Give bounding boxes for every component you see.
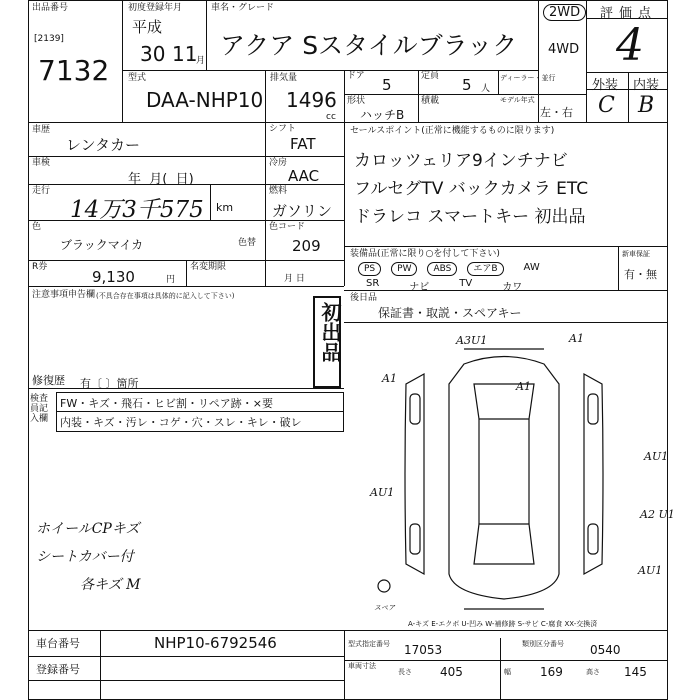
equip-pw: PW xyxy=(391,262,417,276)
divider xyxy=(28,122,668,123)
score-value: 4 xyxy=(616,20,644,71)
extras-label: 後日品 xyxy=(350,293,378,303)
color-value: ブラックマイカ xyxy=(60,238,144,252)
fuel-label: 燃料 xyxy=(269,186,288,196)
shift-value: FAT xyxy=(290,135,316,153)
check-label: 検査員記入欄 xyxy=(30,394,49,424)
tax-label: R券 xyxy=(32,262,48,272)
name-change-value: 月 日 xyxy=(284,274,305,284)
body-type-value: ハッチB xyxy=(360,108,405,122)
mark-left-front: A1 xyxy=(382,372,397,385)
divider xyxy=(28,184,344,185)
drive-4wd: 4WD xyxy=(548,42,580,57)
width-label: 幅 xyxy=(504,668,511,676)
equip-sr: SR xyxy=(366,278,380,289)
ac-value: AAC xyxy=(288,167,320,185)
mileage-label: 走行 xyxy=(32,186,51,196)
mark-right-rear-door: A2 U1 xyxy=(640,508,675,521)
divider xyxy=(28,680,344,681)
mark-front-bumper: A3U1 xyxy=(456,334,488,347)
divider xyxy=(344,94,586,95)
equip-tv: TV xyxy=(459,278,473,289)
check-row2: 内装・キズ・汚レ・コゲ・穴・スレ・キレ・破レ xyxy=(60,416,302,429)
divider xyxy=(265,70,266,122)
handwritten-line1: ホイールCPキズ xyxy=(36,521,140,537)
divider xyxy=(265,122,266,286)
divider xyxy=(344,630,345,700)
divider xyxy=(56,411,344,412)
engine-label: 排気量 xyxy=(270,73,298,83)
shift-label: シフト xyxy=(269,124,297,134)
doors-label: ドア xyxy=(347,71,365,81)
engine-unit: cc xyxy=(326,112,336,122)
divider xyxy=(618,246,619,290)
registration-era: 平成 xyxy=(132,18,163,36)
drive-2wd: 2WD xyxy=(543,4,586,21)
check-row1: FW・キズ・飛石・ヒビ割・リペア跡・×要 xyxy=(60,397,273,410)
divider xyxy=(28,656,344,657)
warranty-label: 新車保証 xyxy=(622,250,650,258)
registration-month: 11 xyxy=(172,42,198,66)
usage-label: 車歴 xyxy=(32,125,51,135)
score-label: 評価点 xyxy=(600,6,658,21)
mark-right-rear: AU1 xyxy=(638,564,663,577)
repair-value: 有〔 〕箇所 xyxy=(80,377,139,390)
chassis-value: NHP10-6792546 xyxy=(154,634,277,652)
mark-front-right: A1 xyxy=(569,332,584,345)
dealer-label: ディーラー・並行 xyxy=(500,74,556,82)
car-name-label: 車名・グレード xyxy=(211,3,275,13)
divider xyxy=(418,70,419,122)
size-label: 車両寸法 xyxy=(348,662,376,670)
usage-value: レンタカー xyxy=(66,136,141,154)
doors-value: 5 xyxy=(382,76,392,94)
car-damage-diagram xyxy=(344,324,675,620)
equip-aw: AW xyxy=(523,262,540,273)
equip-leather: カワ xyxy=(502,282,523,293)
divider xyxy=(586,72,668,73)
equip-navi: ナビ xyxy=(409,282,430,293)
length-value: 405 xyxy=(440,665,463,679)
model-year-label: モデル年式 xyxy=(500,96,535,104)
load-label: 積載 xyxy=(421,96,440,106)
inspection-value: 年 月( 日) xyxy=(128,172,194,187)
divider xyxy=(28,388,344,389)
divider xyxy=(344,660,668,661)
interior-score: B xyxy=(638,93,655,118)
category-number-label: 類別区分番号 xyxy=(522,640,564,648)
car-name: アクア Sスタイルブラック xyxy=(220,31,518,60)
handwritten-line2: シートカバー付 xyxy=(36,549,134,565)
category-number-value: 0540 xyxy=(590,643,621,657)
color-change-label: 色替 xyxy=(238,238,257,248)
selling-point-1: カロッツェリア9インチナビ xyxy=(354,151,568,171)
height-label: 高さ xyxy=(586,668,600,676)
color-code-label: 色コード xyxy=(269,222,306,232)
mark-hood: A1 xyxy=(516,380,531,393)
equipment-row1 xyxy=(358,262,540,276)
divider xyxy=(586,18,668,19)
first-listing-text: 初出品 xyxy=(318,302,342,362)
divider xyxy=(28,220,344,221)
equip-airbag: エアB xyxy=(467,262,503,276)
warranty-value: 有・無 xyxy=(624,268,657,281)
equipment-label: 装備品(正常に限り○を付して下さい) xyxy=(350,249,500,259)
divider xyxy=(28,156,344,157)
divider xyxy=(210,184,211,220)
notes-sub: (不具合存在事項は具体的に記入して下さい) xyxy=(96,292,235,300)
divider xyxy=(498,70,499,94)
lot-number: 7132 xyxy=(38,54,110,87)
height-value: 145 xyxy=(624,665,647,679)
type-number-value: 17053 xyxy=(404,643,443,657)
name-change-label: 名変期限 xyxy=(190,262,227,272)
divider xyxy=(28,286,344,287)
divider xyxy=(344,70,345,122)
mark-left-door: AU1 xyxy=(370,486,395,499)
divider xyxy=(122,70,538,71)
divider xyxy=(586,89,668,90)
length-label: 長さ xyxy=(398,668,412,676)
extras-value: 保証書・取説・スペアキー xyxy=(378,306,522,320)
capacity-value: 5 xyxy=(462,76,472,94)
capacity-label: 定員 xyxy=(421,71,440,81)
interior-label: 内装 xyxy=(633,78,660,93)
mileage-value: 14万3千575 xyxy=(70,197,204,223)
equip-abs: ABS xyxy=(427,262,457,276)
lot-sub-id: [2139] xyxy=(34,34,64,44)
color-label: 色 xyxy=(32,222,42,232)
divider xyxy=(628,72,629,122)
capacity-unit: 人 xyxy=(481,84,491,94)
inspection-label: 車検 xyxy=(32,158,51,168)
model-value: DAA-NHP10 xyxy=(146,88,264,112)
selling-points-label: セールスポイント(正常に機能するものに限ります) xyxy=(350,126,555,136)
mark-right-front-door: AU1 xyxy=(644,450,669,463)
repair-label: 修復歴 xyxy=(32,374,65,387)
divider xyxy=(344,246,668,247)
chassis-label: 車台番号 xyxy=(36,637,80,650)
tax-unit: 円 xyxy=(166,275,176,285)
tax-value: 9,130 xyxy=(92,268,135,286)
registration-year: 30 xyxy=(140,42,166,66)
divider xyxy=(186,260,187,286)
divider xyxy=(206,0,207,70)
divider xyxy=(500,638,501,700)
first-listing-stamp xyxy=(313,296,341,388)
notes-label: 注意事項申告欄 xyxy=(32,290,96,300)
divider xyxy=(28,630,668,631)
selling-point-2: フルセグTV バックカメラ ETC xyxy=(354,179,589,199)
divider xyxy=(344,122,345,286)
divider xyxy=(344,290,668,291)
fuel-value: ガソリン xyxy=(272,202,333,220)
mileage-unit: km xyxy=(216,201,234,214)
spare-label: スペア xyxy=(374,604,395,612)
steering-value: 左・右 xyxy=(540,106,573,119)
exterior-label: 外装 xyxy=(592,78,619,93)
engine-value: 1496 xyxy=(286,88,337,112)
model-label: 型式 xyxy=(128,73,147,83)
registration-label: 初度登録年月 xyxy=(128,3,183,13)
selling-point-3: ドラレコ スマートキー 初出品 xyxy=(354,207,586,227)
reg-number-label: 登録番号 xyxy=(36,663,80,676)
exterior-score: C xyxy=(598,93,615,118)
divider xyxy=(100,630,101,700)
diagram-legend: A-キズ E-エクボ U-凹み W-補修跡 S-サビ C-腐食 XX-交換済 xyxy=(408,620,598,628)
registration-month-unit: 月 xyxy=(196,56,206,66)
lot-label: 出品番号 xyxy=(32,3,69,13)
width-value: 169 xyxy=(540,665,563,679)
divider xyxy=(122,0,123,122)
body-type-label: 形状 xyxy=(347,96,366,106)
type-number-label: 型式指定番号 xyxy=(348,640,390,648)
color-code-value: 209 xyxy=(292,237,321,255)
divider xyxy=(344,322,668,323)
ac-label: 冷房 xyxy=(269,158,288,168)
handwritten-line3: 各キズ M xyxy=(80,577,141,593)
equip-ps: PS xyxy=(358,262,381,276)
